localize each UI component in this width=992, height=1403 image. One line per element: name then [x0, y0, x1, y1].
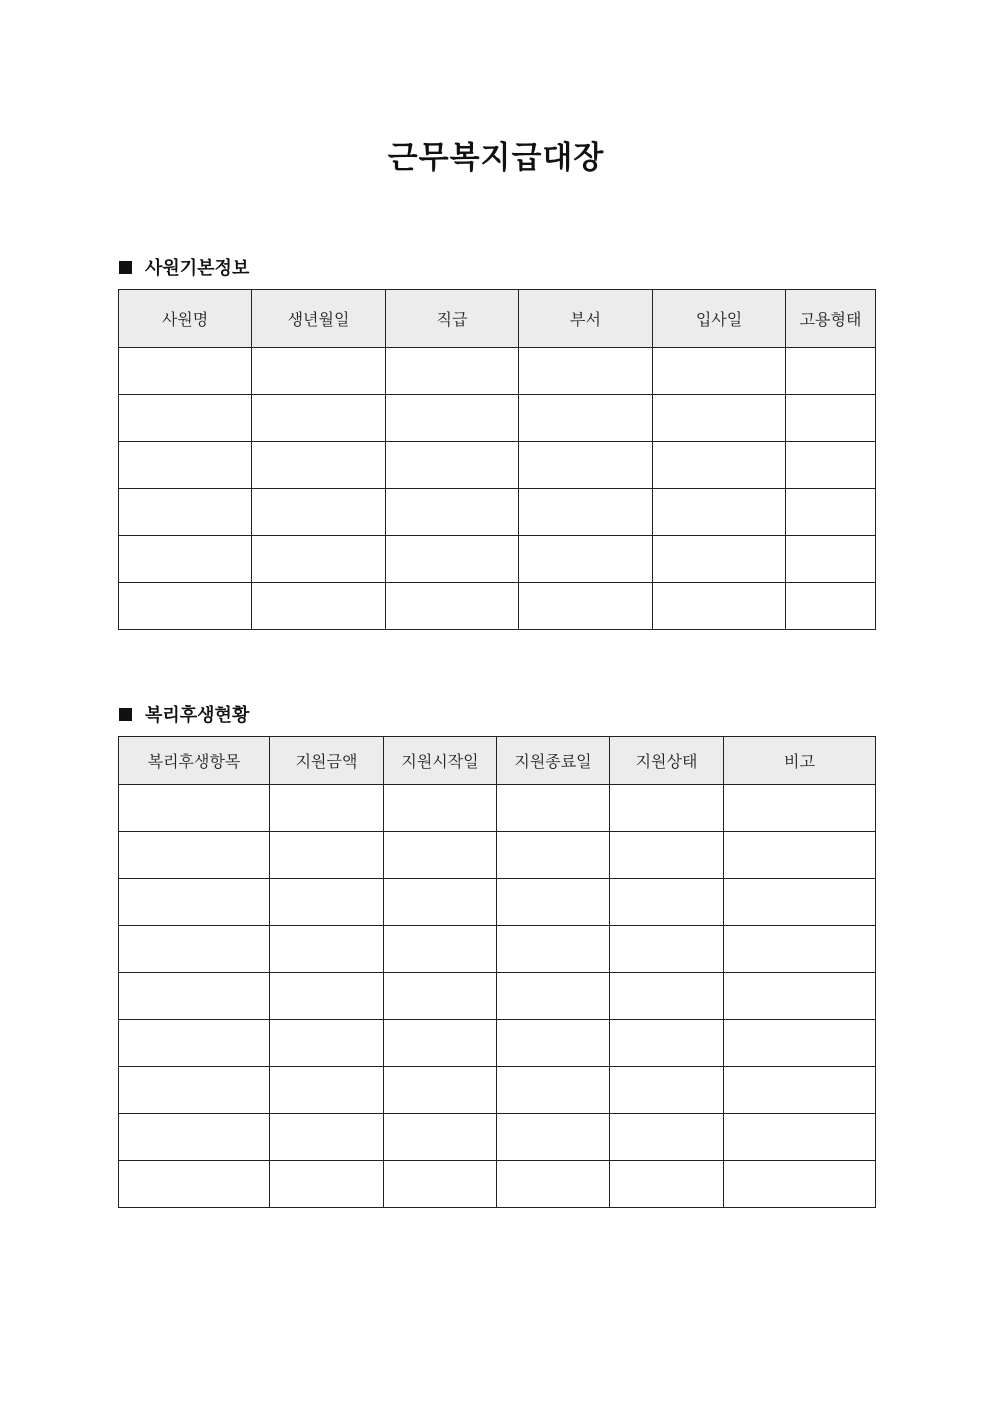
table-cell[interactable] [519, 395, 653, 442]
column-header-start-date: 지원시작일 [384, 737, 497, 785]
table-cell[interactable] [270, 832, 384, 879]
black-square-icon [119, 261, 132, 274]
table-cell[interactable] [270, 1020, 384, 1067]
welfare-status-table [118, 736, 876, 1208]
table-cell[interactable] [384, 1020, 497, 1067]
table-cell[interactable] [786, 583, 876, 630]
table-cell[interactable] [497, 1114, 610, 1161]
table-cell[interactable] [119, 785, 270, 832]
table-cell[interactable] [384, 879, 497, 926]
black-square-icon [119, 708, 132, 721]
section-heading-label: 사원기본정보 [145, 258, 250, 279]
table-cell[interactable] [119, 1114, 270, 1161]
table-cell[interactable] [384, 973, 497, 1020]
table-row [119, 583, 876, 630]
table-cell[interactable] [270, 1114, 384, 1161]
table-cell[interactable] [384, 785, 497, 832]
table-cell[interactable] [610, 1161, 724, 1208]
table-cell[interactable] [270, 973, 384, 1020]
table-cell[interactable] [119, 1161, 270, 1208]
table-cell[interactable] [610, 973, 724, 1020]
table-cell[interactable] [610, 832, 724, 879]
table-row [119, 879, 876, 926]
table-cell[interactable] [384, 1114, 497, 1161]
table-row [119, 1114, 876, 1161]
table-row [119, 395, 876, 442]
table-cell[interactable] [724, 1114, 876, 1161]
column-header-department: 부서 [519, 290, 653, 348]
table-cell[interactable] [119, 926, 270, 973]
column-header-support-status: 지원상태 [610, 737, 724, 785]
column-header-birth-date: 생년월일 [252, 290, 386, 348]
table-cell[interactable] [786, 348, 876, 395]
table-cell[interactable] [497, 832, 610, 879]
table-cell[interactable] [519, 536, 653, 583]
table-cell[interactable] [386, 536, 519, 583]
table-cell[interactable] [653, 583, 786, 630]
column-header-employment-type: 고용형태 [786, 290, 876, 348]
table-cell[interactable] [119, 1020, 270, 1067]
basic-info-table [118, 289, 876, 630]
table-cell[interactable] [786, 489, 876, 536]
table-cell[interactable] [724, 879, 876, 926]
table-row [119, 973, 876, 1020]
table-cell[interactable] [786, 442, 876, 489]
table-cell[interactable] [270, 926, 384, 973]
table-header-row [119, 290, 876, 348]
table-row [119, 1067, 876, 1114]
column-header-support-amount: 지원금액 [270, 737, 384, 785]
column-header-remarks: 비고 [724, 737, 876, 785]
table-cell[interactable] [270, 1067, 384, 1114]
table-cell[interactable] [519, 442, 653, 489]
table-cell[interactable] [519, 583, 653, 630]
table-row [119, 926, 876, 973]
table-row [119, 785, 876, 832]
table-cell[interactable] [386, 583, 519, 630]
table-cell[interactable] [724, 832, 876, 879]
table-cell[interactable] [384, 1067, 497, 1114]
table-cell[interactable] [724, 1161, 876, 1208]
table-cell[interactable] [119, 395, 252, 442]
table-cell[interactable] [119, 442, 252, 489]
table-cell[interactable] [653, 536, 786, 583]
table-cell[interactable] [497, 1020, 610, 1067]
table-row [119, 832, 876, 879]
table-cell[interactable] [519, 489, 653, 536]
column-header-hire-date: 입사일 [653, 290, 786, 348]
table-row [119, 348, 876, 395]
table-cell[interactable] [497, 785, 610, 832]
section-heading-welfare-status [119, 701, 249, 727]
table-cell[interactable] [610, 1067, 724, 1114]
table-cell[interactable] [252, 583, 386, 630]
table-cell[interactable] [252, 348, 386, 395]
table-cell[interactable] [119, 879, 270, 926]
column-header-position: 직급 [386, 290, 519, 348]
table-row [119, 1161, 876, 1208]
table-header-row [119, 737, 876, 785]
document-title: 근무복지급대장 [387, 140, 605, 176]
table-cell[interactable] [270, 1161, 384, 1208]
table-cell[interactable] [610, 926, 724, 973]
table-cell[interactable] [119, 348, 252, 395]
table-row [119, 489, 876, 536]
table-cell[interactable] [252, 442, 386, 489]
table-cell[interactable] [386, 395, 519, 442]
table-cell[interactable] [653, 442, 786, 489]
column-header-end-date: 지원종료일 [497, 737, 610, 785]
table-cell[interactable] [252, 489, 386, 536]
table-cell[interactable] [497, 1161, 610, 1208]
table-cell[interactable] [386, 489, 519, 536]
table-row [119, 536, 876, 583]
table-cell[interactable] [497, 926, 610, 973]
section-heading-basic-info [119, 254, 249, 280]
table-cell[interactable] [610, 1020, 724, 1067]
column-header-welfare-item: 복리후생항목 [119, 737, 270, 785]
table-cell[interactable] [653, 348, 786, 395]
table-cell[interactable] [119, 832, 270, 879]
table-cell[interactable] [119, 583, 252, 630]
table-cell[interactable] [384, 1161, 497, 1208]
table-cell[interactable] [497, 973, 610, 1020]
table-cell[interactable] [119, 1067, 270, 1114]
table-cell[interactable] [384, 832, 497, 879]
table-cell[interactable] [653, 395, 786, 442]
table-cell[interactable] [497, 1067, 610, 1114]
table-cell[interactable] [384, 926, 497, 973]
section-heading-label: 복리후생현황 [145, 705, 250, 726]
column-header-employee-name: 사원명 [119, 290, 252, 348]
table-cell[interactable] [386, 442, 519, 489]
table-cell[interactable] [119, 536, 252, 583]
table-cell[interactable] [653, 489, 786, 536]
table-cell[interactable] [270, 785, 384, 832]
table-cell[interactable] [497, 879, 610, 926]
table-cell[interactable] [119, 489, 252, 536]
table-cell[interactable] [270, 879, 384, 926]
table-cell[interactable] [724, 973, 876, 1020]
table-cell[interactable] [386, 348, 519, 395]
table-cell[interactable] [786, 395, 876, 442]
table-cell[interactable] [724, 785, 876, 832]
table-cell[interactable] [252, 395, 386, 442]
table-cell[interactable] [610, 1114, 724, 1161]
table-cell[interactable] [519, 348, 653, 395]
table-cell[interactable] [724, 1020, 876, 1067]
table-row [119, 1020, 876, 1067]
table-cell[interactable] [252, 536, 386, 583]
table-cell[interactable] [610, 785, 724, 832]
table-cell[interactable] [610, 879, 724, 926]
table-cell[interactable] [724, 926, 876, 973]
table-cell[interactable] [119, 973, 270, 1020]
table-cell[interactable] [724, 1067, 876, 1114]
table-row [119, 442, 876, 489]
table-cell[interactable] [786, 536, 876, 583]
